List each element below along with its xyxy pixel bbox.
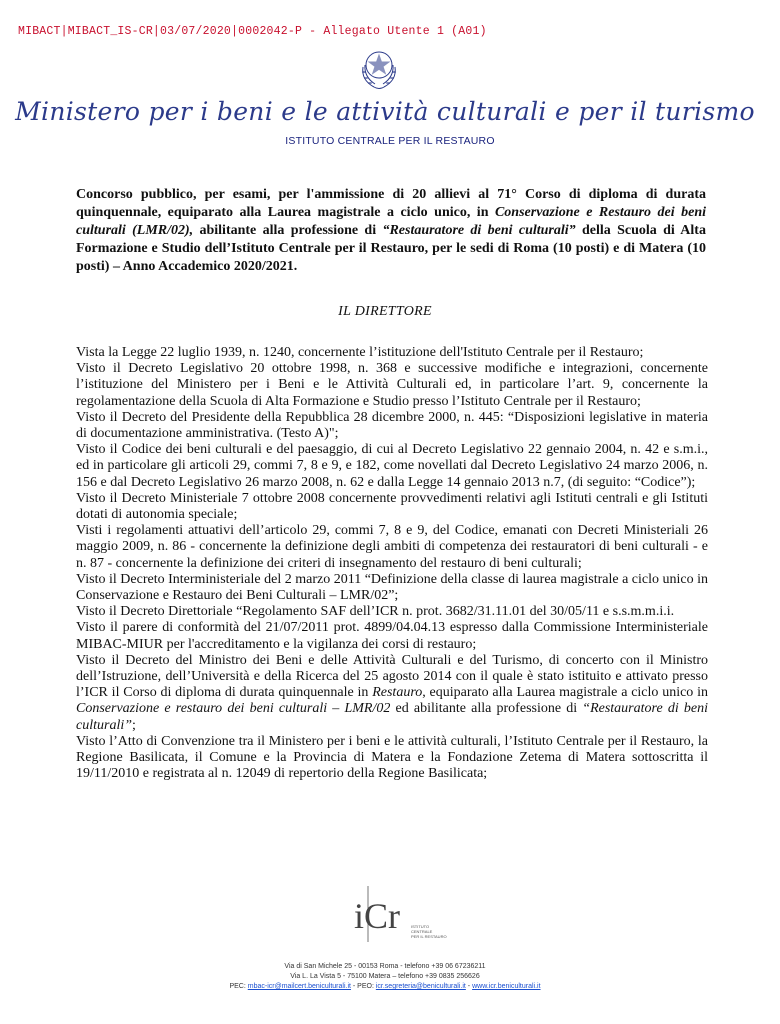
separator: -: [465, 983, 473, 990]
title-text-1: Concorso pubblico, per esami, per l'ammissione di 20 allievi al 71° Corso di diploma di durata quinquennale, equiparato alla Laurea magistrale a ciclo unico, in: [76, 187, 706, 220]
paragraph: Visto il Decreto Ministeriale 7 ottobre 2008 concernente provvedimenti relativi agli Istituti centrali e gli Istituti dotati di autonomia speciale;: [76, 490, 708, 523]
decree-body: [76, 345, 708, 782]
decree-italic: Restauro: [372, 685, 423, 701]
director-heading: IL DIRETTORE: [338, 304, 432, 319]
title-italic-1: Conservazione e Restauro dei beni culturali (LMR/02),: [76, 205, 706, 238]
logo-mark: iCr: [354, 896, 401, 936]
decree-text: ed abilitante alla professione di: [390, 701, 583, 717]
title-text-2: abilitante alla professione di: [193, 223, 383, 238]
decree-text: ;: [132, 717, 136, 733]
address-roma: Via di San Michele 25 - 00153 Roma - telefono +39 06 67236211: [284, 963, 486, 970]
paragraph-decree-2014: [76, 653, 708, 734]
republic-emblem-icon: [358, 45, 400, 91]
website-link[interactable]: www.icr.beniculturali.it: [472, 983, 541, 990]
address-matera: Via L. La Vista 5 - 75100 Matera – telefono +39 0835 256626: [290, 973, 480, 980]
decree-italic: Conservazione e restauro dei beni culturali – LMR/02: [76, 701, 391, 717]
address-footer: [0, 962, 770, 992]
paragraph: Visto il Decreto Direttoriale “Regolamento SAF dell’ICR n. prot. 3682/31.11.01 del 30/05/11 e s.s.m.m.i.i.: [76, 604, 675, 620]
decree-italic: “Restauratore di beni culturali”: [76, 701, 708, 733]
pec-label: PEC:: [229, 983, 248, 990]
paragraph: Visti i regolamenti attuativi dell’articolo 29, commi 7, 8 e 9, del Codice, emanati con Decreti Ministeriali 26 maggio 2009, n. 86 - concernente la definizione degli ambiti di competenza dei restauratori di beni culturali - e n. 87 - concernente la definizione dei criteri di insegnamento del restauro di beni culturali;: [76, 523, 708, 571]
title-text-3: della Scuola di Alta Formazione e Studio dell’Istituto Centrale per il Restauro, per le sedi di Roma (10 posti) e di Matera (10 posti) – Anno Accademico 2020/2021.: [76, 223, 706, 274]
paragraph: Visto il parere di conformità del 21/07/2011 prot. 4899/04.04.13 espresso dalla Commissione Interministeriale MIBAC-MIUR per l'accreditamento e la vigilanza dei corsi di restauro;: [76, 620, 708, 652]
competition-title: [76, 186, 706, 276]
paragraph: Visto il Codice dei beni culturali e del paesaggio, di cui al Decreto Legislativo 22 gennaio 2004, n. 42 e s.m.i., ed in particolare gli articoli 29, commi 7, 8 e 9, e 182, come novellati dal Decreto Legislativo 24 marzo 2006, n. 156 e dal Decreto Legislativo 26 marzo 2008, n. 62 e dalla Legge 14 gennaio 2013 n.7, (di seguito: “Codice”);: [76, 442, 708, 490]
paragraph: Visto il Decreto del Presidente della Repubblica 28 dicembre 2000, n. 445: “Disposizioni legislative in materia di documentazione amministrativa. (Testo A)";: [76, 409, 708, 442]
ministry-name: Ministero per i beni e le attività culturali e per il turismo: [15, 97, 755, 126]
peo-email-link[interactable]: icr.segreteria@beniculturali.it: [375, 983, 466, 990]
decree-text: , equiparato alla Laurea magistrale a ciclo unico in: [422, 685, 708, 701]
contacts-line: [0, 982, 770, 992]
pec-email-link[interactable]: mbac-icr@mailcert.beniculturali.it: [247, 983, 351, 990]
decree-text: Visto il Decreto del Ministro dei Beni e delle Attività Culturali e del Turismo, di concerto con il Ministro dell’Istruzione, dell’Università e della Ricerca del 25 agosto 2014 con il quale è stato istituito e attivato presso l’ICR il Corso di diploma di durata quinquennale in: [76, 652, 708, 701]
paragraph: Visto il Decreto Interministeriale del 2 marzo 2011 “Definizione della classe di laurea magistrale a ciclo unico in Conservazione e Restauro dei Beni Culturali – LMR/02”;: [76, 571, 708, 604]
paragraph: Vista la Legge 22 luglio 1939, n. 1240, concernente l’istituzione dell'Istituto Centrale per il Restauro;: [76, 345, 644, 360]
logo-caption: ISTITUTO CENTRALE PER IL RESTAURO: [411, 924, 447, 939]
protocol-stamp: MIBACT|MIBACT_IS-CR|03/07/2020|0002042-P - Allegato Utente 1 (A01): [18, 25, 487, 38]
paragraph: Visto l’Atto di Convenzione tra il Ministero per i beni e le attività culturali, l’Istituto Centrale per il Restauro, la Regione Basilicata, il Comune e la Provincia di Matera e la Fondazione Zetema di Matera sottoscritta il 19/11/2010 e registrata al n. 12049 di repertorio della Regione Basilicata;: [76, 733, 708, 782]
paragraph: Visto il Decreto Legislativo 20 ottobre 1998, n. 368 e successive modifiche e integrazioni, concernente l’istituzione del Ministero per i Beni e le Attività Culturali ed, in particolare l’art. 9, concernente la regolamentazione della Scuola di Alta Formazione e Studio presso l’Istituto Centrale per il Restauro;: [76, 361, 708, 409]
icr-logo: [352, 880, 447, 948]
institute-name: ISTITUTO CENTRALE PER IL RESTAURO: [285, 135, 495, 147]
peo-label: - PEO:: [350, 983, 376, 990]
title-italic-2: “Restauratore di beni culturali”: [382, 223, 576, 238]
